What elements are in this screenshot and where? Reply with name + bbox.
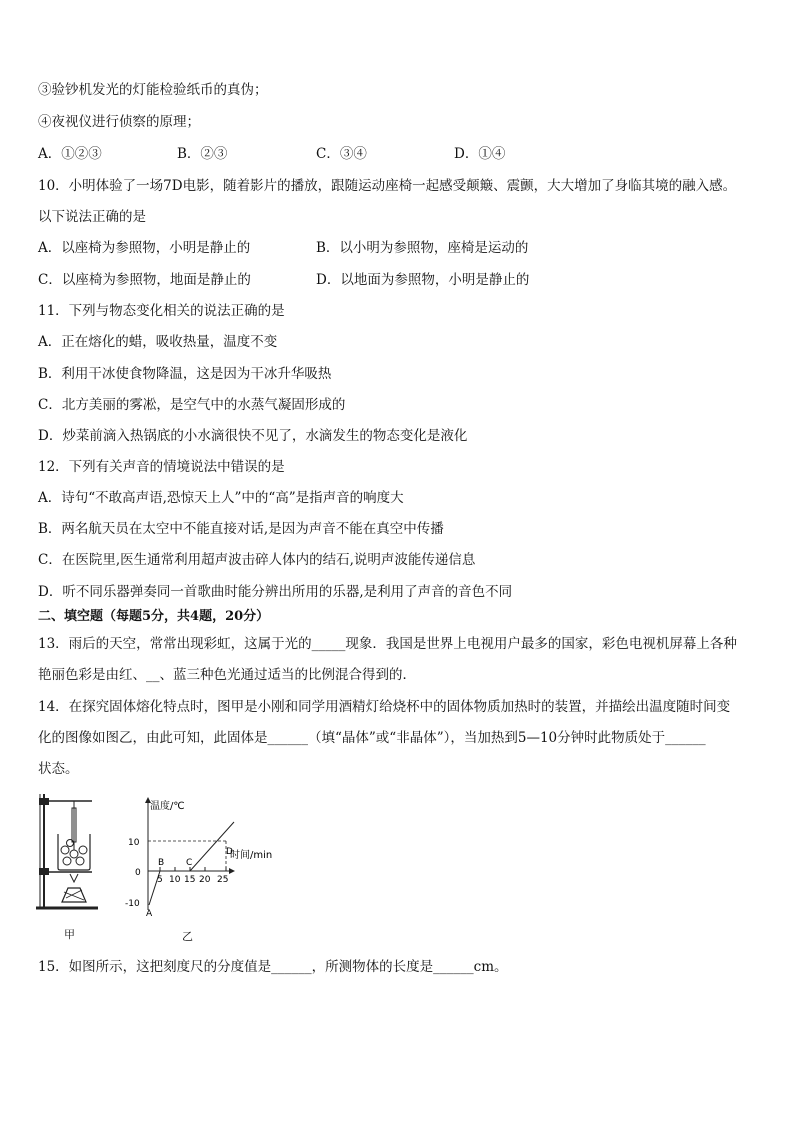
q13-stem-cont: 艳丽色彩是由红、__、蓝三种色光通过适当的比例混合得到的．	[38, 667, 416, 683]
y-tick-neg10: -10	[125, 899, 140, 909]
q11-stem: 11．下列与物态变化相关的说法正确的是	[38, 303, 285, 319]
x-tick-20: 20	[199, 875, 211, 885]
q10-stem-cont: 以下说法正确的是	[38, 209, 146, 225]
y-tick-10: 10	[128, 838, 140, 848]
q10-option-b: B．以小明为参照物，座椅是运动的	[316, 240, 529, 256]
q14-stem-cont: 化的图像如图乙，由此可知，此固体是______（填“晶体”或“非晶体”），当加热到5—10分钟时此物质处于______	[38, 730, 706, 746]
q10-option-a: A．以座椅为参照物，小明是静止的	[38, 240, 251, 256]
figure-label-yi: 乙	[182, 930, 193, 943]
point-b: B	[158, 858, 165, 868]
x-tick-15: 15	[184, 875, 196, 885]
y-axis-label: 温度/℃	[150, 801, 185, 812]
q13-stem: 13．雨后的天空，常常出现彩虹，这属于光的_____现象．我国是世界上电视用户最多的国家，彩色电视机屏幕上各种	[38, 636, 737, 652]
q11-option-c: C．北方美丽的雾凇，是空气中的水蒸气凝固形成的	[38, 397, 346, 413]
q10-option-d: D．以地面为参照物，小明是静止的	[316, 272, 530, 288]
q9-option-b: B．②③	[177, 146, 228, 162]
figure-label-jia: 甲	[64, 928, 75, 941]
q11-option-a: A．正在熔化的蜡，吸收热量，温度不变	[38, 334, 278, 350]
item-3: ③验钞机发光的灯能检验纸币的真伪；	[38, 82, 268, 98]
q12-option-d: D．听不同乐器弹奏同一首歌曲时能分辨出所用的乐器,是利用了声音的音色不同	[38, 584, 513, 600]
q12-option-b: B．两名航天员在太空中不能直接对话,是因为声音不能在真空中传播	[38, 521, 444, 537]
q11-option-b: B．利用干冰使食物降温，这是因为干冰升华吸热	[38, 366, 332, 382]
point-d: D	[226, 847, 233, 857]
q12-option-a: A．诗句“不敢高声语,恐惊天上人”中的“高”是指声音的响度大	[38, 490, 404, 506]
section-heading: 二、填空题（每题5分，共4题，20分）	[38, 609, 270, 624]
q14-stem-end: 状态。	[38, 761, 79, 777]
temperature-time-graph	[122, 792, 292, 917]
q15-stem: 15．如图所示，这把刻度尺的分度值是______，所测物体的长度是______cm。	[38, 959, 508, 975]
item-4: ④夜视仪进行侦察的原理；	[38, 114, 200, 130]
point-c: C	[186, 858, 193, 868]
q11-option-d: D．炒菜前滴入热锅底的小水滴很快不见了，水滴发生的物态变化是液化	[38, 428, 468, 444]
x-tick-5: 5	[157, 875, 163, 885]
point-a: A	[146, 909, 153, 917]
q10-option-c: C．以座椅为参照物，地面是静止的	[38, 272, 251, 288]
q12-option-c: C．在医院里,医生通常利用超声波击碎人体内的结石,说明声波能传递信息	[38, 552, 476, 568]
q9-option-a: A．①②③	[38, 146, 102, 162]
q14-stem: 14．在探究固体熔化特点时，图甲是小刚和同学用酒精灯给烧杯中的固体物质加热时的装置，并描绘出温度随时间变	[38, 699, 731, 715]
apparatus-figure	[34, 790, 104, 915]
q12-stem: 12．下列有关声音的情境说法中错误的是	[38, 459, 285, 475]
q9-option-c: C．③④	[316, 146, 367, 162]
x-axis-label: 时间/min	[230, 850, 273, 861]
q9-option-d: D．①④	[454, 146, 506, 162]
q10-stem: 10．小明体验了一场7D电影，随着影片的播放，跟随运动座椅一起感受颠簸、震颤，大大增加了身临其境的融入感。	[38, 178, 737, 194]
x-tick-25: 25	[217, 875, 229, 885]
x-tick-10: 10	[169, 875, 181, 885]
y-tick-0: 0	[135, 868, 141, 878]
